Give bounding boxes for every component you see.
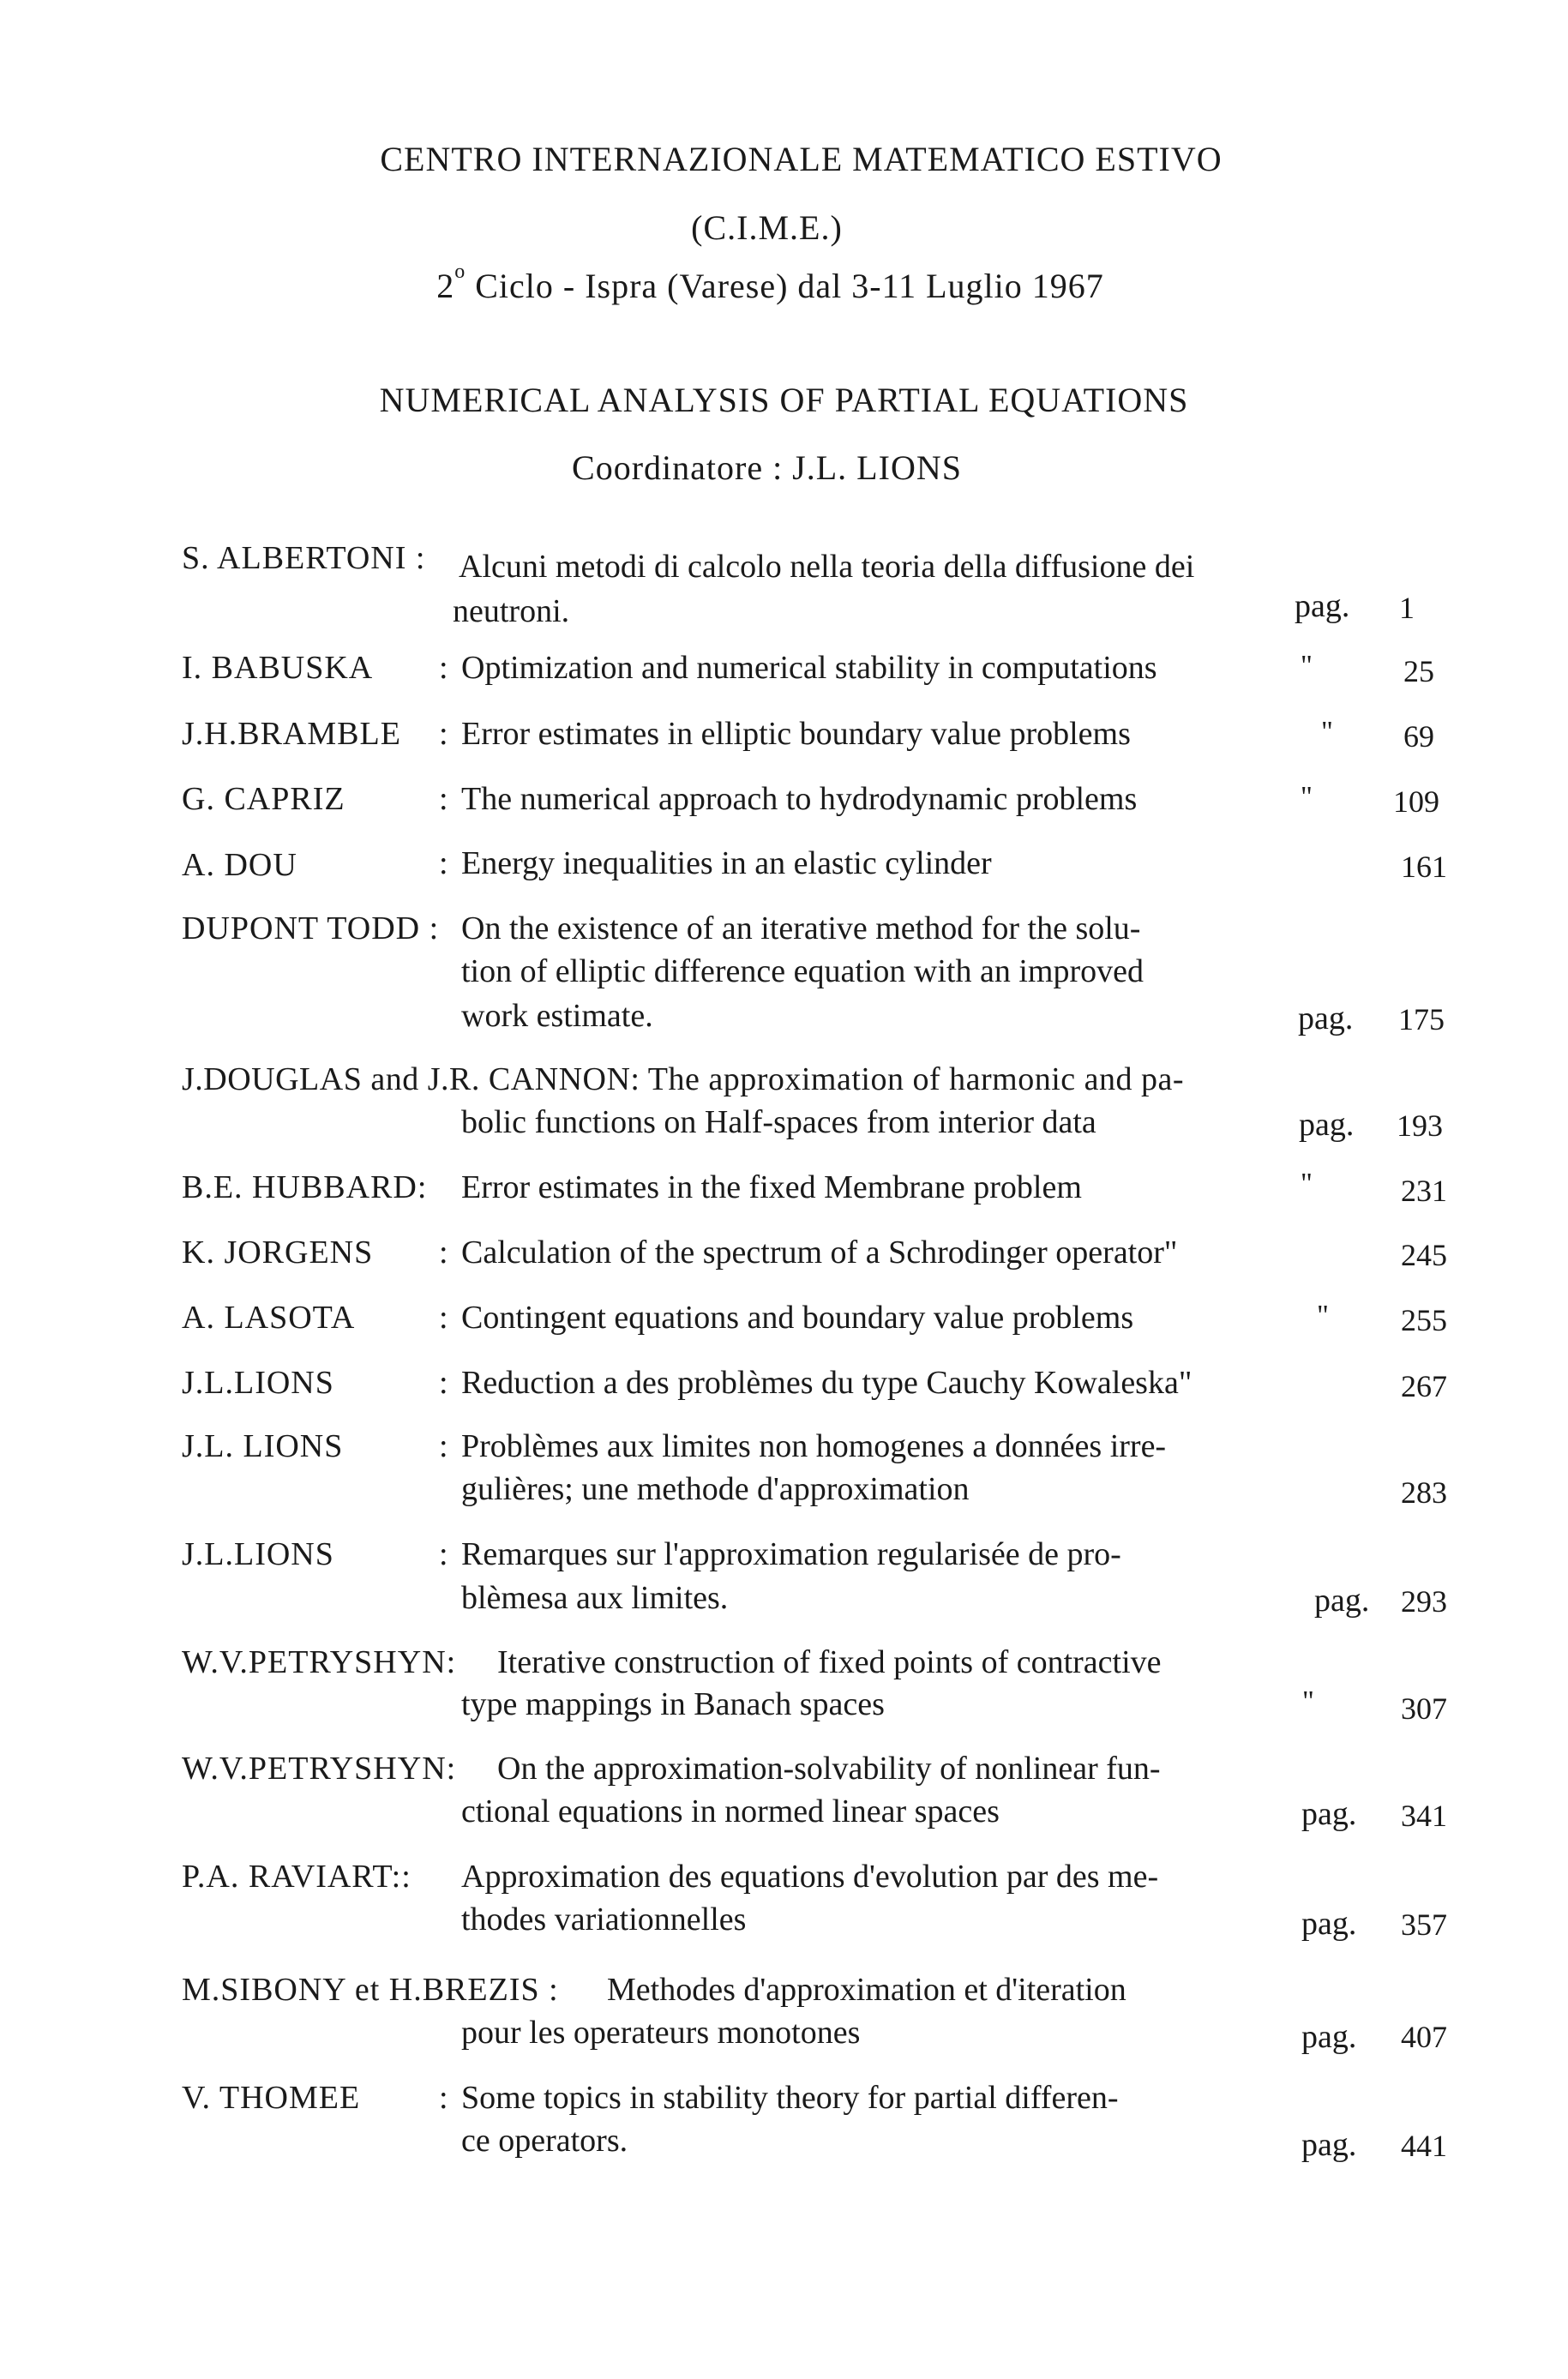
- entry-page-number: 255: [1401, 1303, 1447, 1337]
- course-title: NUMERICAL ANALYSIS OF PARTIAL EQUATIONS: [379, 381, 1189, 419]
- entry-author: G. CAPRIZ: [182, 781, 345, 817]
- entry-page-number: 109: [1393, 784, 1439, 819]
- cycle-text: Ciclo - Ispra (Varese) dal 3-11 Luglio 1967: [466, 267, 1104, 305]
- entry-author: DUPONT TODD :: [182, 910, 440, 946]
- entry-ditto-mark: ": [1302, 1685, 1314, 1717]
- entry-title-line: Alcuni metodi di calcolo nella teoria della diffusione dei: [459, 549, 1195, 585]
- entry-title-line: Reduction a des problèmes du type Cauchy Kowaleska": [461, 1365, 1193, 1401]
- entry-page-number: 357: [1401, 1907, 1447, 1942]
- entry-colon: :: [439, 716, 448, 752]
- entry-title-line: Contingent equations and boundary value problems: [461, 1300, 1134, 1336]
- entry-title-line: Calculation of the spectrum of a Schrodinger operator": [461, 1235, 1178, 1271]
- entry-page-number: 267: [1401, 1369, 1447, 1403]
- entry-title-line: neutroni.: [453, 593, 570, 629]
- entry-title-line: blèmesa aux limites.: [461, 1580, 729, 1616]
- entry-colon: :: [439, 1235, 448, 1271]
- entry-page-number: 245: [1401, 1238, 1447, 1272]
- entry-title-line: Some topics in stability theory for partial differen-: [461, 2080, 1119, 2116]
- entry-colon: :: [439, 781, 448, 817]
- entry-author: J.H.BRAMBLE: [182, 716, 401, 752]
- entry-ditto-mark: ": [1321, 716, 1333, 748]
- entry-title-line: Iterative construction of fixed points of contractive: [497, 1644, 1162, 1680]
- entry-page-number: 231: [1401, 1174, 1447, 1208]
- entry-title-line: thodes variationnelles: [461, 1901, 747, 1937]
- entry-title-line: The numerical approach to hydrodynamic problems: [461, 781, 1138, 817]
- entry-colon: :: [439, 2080, 448, 2116]
- entry-page-number: 69: [1403, 719, 1434, 754]
- entry-author: S. ALBERTONI :: [182, 540, 426, 576]
- entry-pag-label: pag.: [1301, 2019, 1357, 2055]
- entry-page-number: 293: [1401, 1584, 1447, 1619]
- entry-title-line: pour les operateurs monotones: [461, 2015, 861, 2051]
- entry-author: J.L.LIONS: [182, 1536, 334, 1572]
- entry-colon: :: [439, 1365, 448, 1401]
- entry-title-line: bolic functions on Half-spaces from interior data: [461, 1104, 1096, 1140]
- entry-author: P.A. RAVIART::: [182, 1859, 412, 1895]
- entry-page-number: 161: [1401, 850, 1447, 884]
- entry-author: J.L. LIONS: [182, 1428, 344, 1464]
- entry-ditto-mark: ": [1301, 650, 1313, 682]
- entry-colon: :: [439, 1536, 448, 1572]
- entry-pag-label: pag.: [1299, 1107, 1355, 1143]
- entry-author: M.SIBONY et H.BREZIS :: [182, 1972, 559, 2008]
- entry-pag-label: pag.: [1298, 1000, 1354, 1036]
- entry-pag-label: pag.: [1295, 588, 1350, 624]
- entry-title-line: On the existence of an iterative method for the solu-: [461, 910, 1141, 946]
- cycle-superscript: o: [454, 261, 466, 283]
- cycle-number: 2: [436, 267, 455, 305]
- entry-author: V. THOMEE: [182, 2080, 361, 2116]
- institute-heading: CENTRO INTERNAZIONALE MATEMATICO ESTIVO: [380, 140, 1223, 178]
- entry-title-line: Approximation des equations d'evolution par des me-: [461, 1859, 1159, 1895]
- entry-ditto-mark: ": [1301, 1168, 1313, 1199]
- entry-pag-label: pag.: [1301, 2127, 1357, 2163]
- entry-author: I. BABUSKA: [182, 650, 374, 686]
- entry-pag-label: pag.: [1301, 1796, 1357, 1832]
- entry-author: A. LASOTA: [182, 1300, 356, 1336]
- entry-title-line: Methodes d'approximation et d'iteration: [607, 1972, 1126, 2008]
- entry-colon: :: [439, 845, 448, 881]
- entry-title-line: Error estimates in the fixed Membrane problem: [461, 1169, 1082, 1205]
- entry-title-line: work estimate.: [461, 998, 653, 1034]
- entry-title-line: Error estimates in elliptic boundary value problems: [461, 716, 1131, 752]
- coordinator-line: Coordinatore : J.L. LIONS: [572, 448, 962, 487]
- entry-page-number: 25: [1403, 654, 1434, 688]
- entry-author: W.V.PETRYSHYN:: [182, 1751, 457, 1787]
- entry-page-number: 283: [1401, 1475, 1447, 1510]
- entry-pag-label: pag.: [1301, 1906, 1357, 1942]
- entry-title-line: type mappings in Banach spaces: [461, 1686, 885, 1722]
- entry-ditto-mark: ": [1317, 1300, 1329, 1331]
- entry-page-number: 175: [1398, 1002, 1445, 1036]
- entry-page-number: 341: [1401, 1799, 1447, 1833]
- entry-title-line: Energy inequalities in an elastic cylinder: [461, 845, 992, 881]
- institute-acronym: (C.I.M.E.): [691, 208, 843, 247]
- entry-title-line: Remarques sur l'approximation regularisée de pro-: [461, 1536, 1121, 1572]
- entry-page-number: 1: [1399, 591, 1415, 625]
- entry-author: W.V.PETRYSHYN:: [182, 1644, 457, 1680]
- entry-author: A. DOU: [182, 847, 297, 883]
- entry-page-number: 307: [1401, 1691, 1447, 1726]
- entry-title-line: Problèmes aux limites non homogenes a données irre-: [461, 1428, 1167, 1464]
- entry-author: J.L.LIONS: [182, 1365, 334, 1401]
- entry-title-line: ce operators.: [461, 2123, 628, 2159]
- entry-author: K. JORGENS: [182, 1235, 374, 1271]
- entry-author: J.DOUGLAS and J.R. CANNON: The approximation of harmonic and pa-: [182, 1061, 1185, 1097]
- cycle-line: [0, 261, 1554, 306]
- entry-page-number: 441: [1401, 2129, 1447, 2163]
- entry-colon: :: [439, 1300, 448, 1336]
- entry-colon: :: [439, 1428, 448, 1464]
- entry-title-line: Optimization and numerical stability in computations: [461, 650, 1157, 686]
- entry-title-line: gulières; une methode d'approximation: [461, 1471, 970, 1507]
- entry-author: B.E. HUBBARD:: [182, 1169, 428, 1205]
- entry-colon: :: [439, 650, 448, 686]
- entry-ditto-mark: ": [1301, 781, 1313, 813]
- entry-page-number: 407: [1401, 2020, 1447, 2054]
- entry-title-line: ctional equations in normed linear spaces: [461, 1793, 1000, 1829]
- entry-title-line: On the approximation-solvability of nonlinear fun-: [497, 1751, 1161, 1787]
- entry-title-line: tion of elliptic difference equation with an improved: [461, 953, 1144, 989]
- entry-pag-label: pag.: [1314, 1583, 1370, 1619]
- entry-page-number: 193: [1397, 1108, 1443, 1143]
